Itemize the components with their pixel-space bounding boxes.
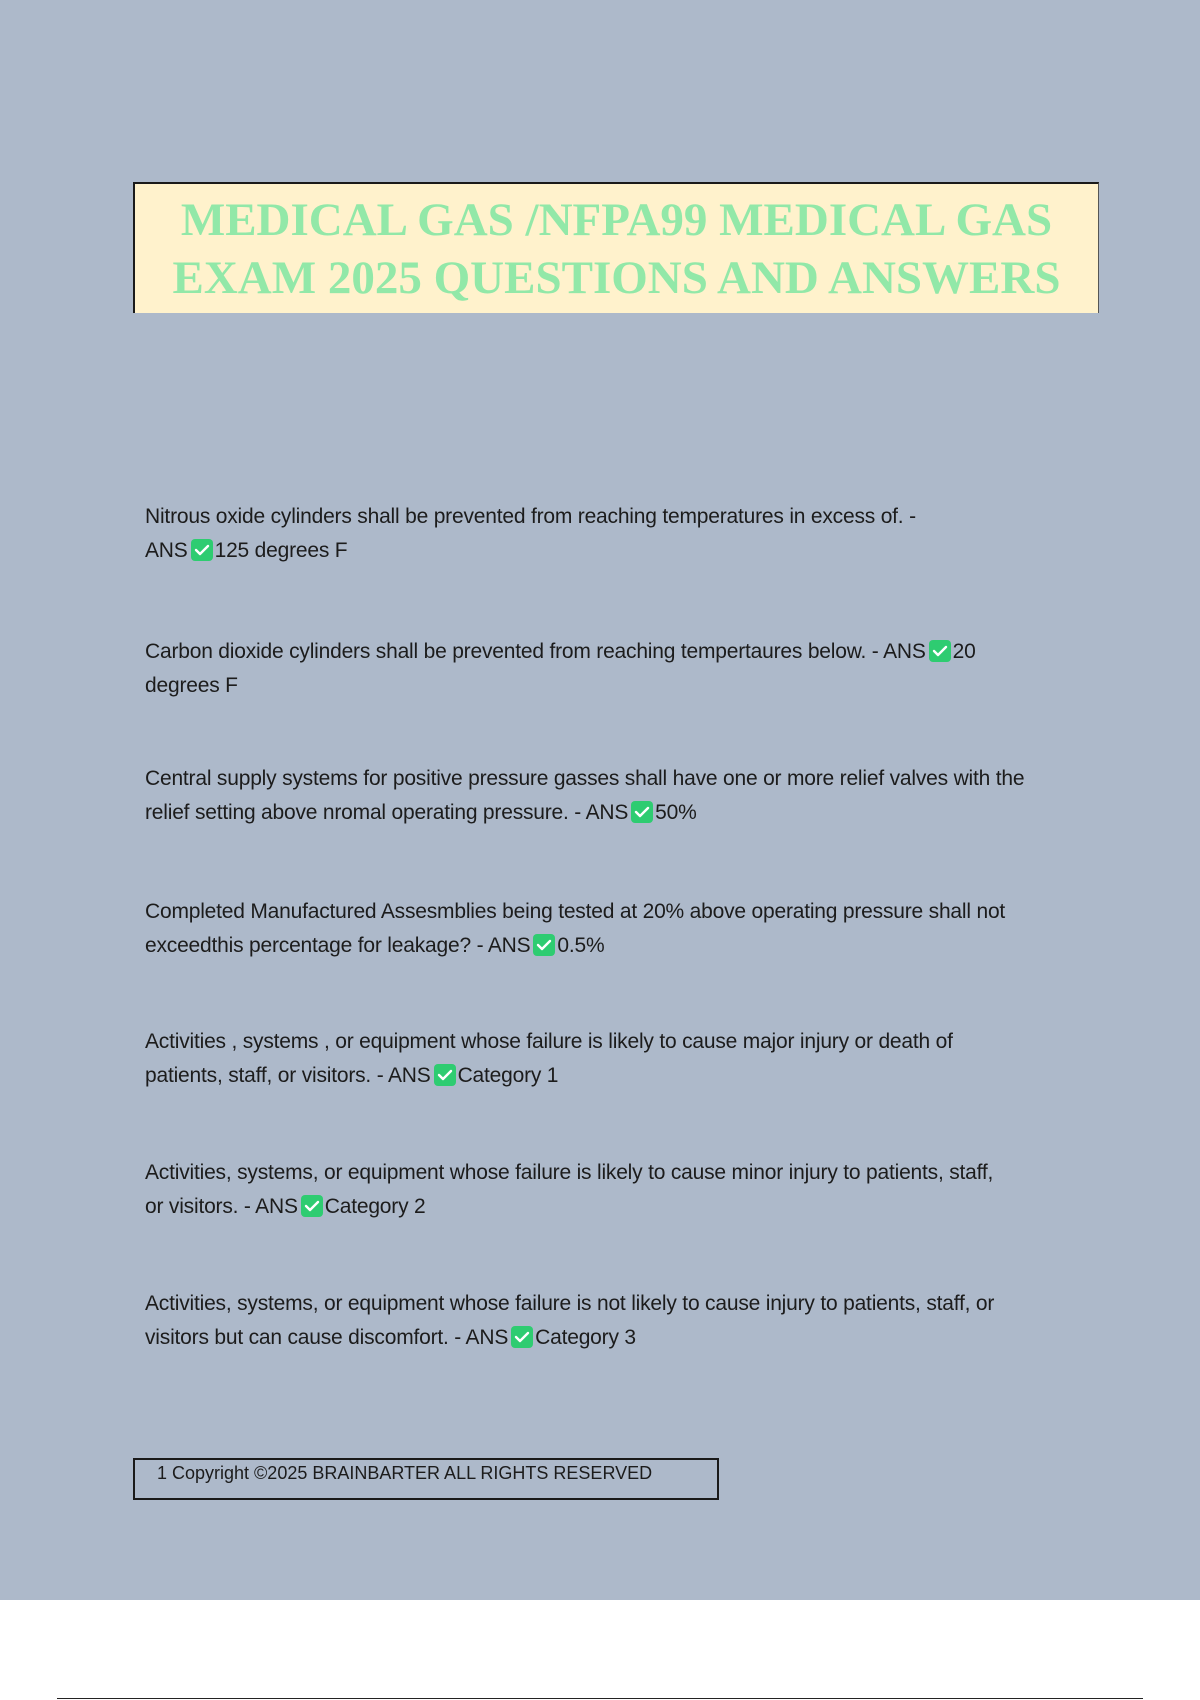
- qa-line: [145, 500, 1095, 534]
- question-text-continued: or visitors. - ANS: [145, 1195, 298, 1218]
- check-mark-icon: [301, 1195, 323, 1217]
- qa-line: [145, 1059, 1095, 1093]
- question-text-continued: visitors but can cause discomfort. - ANS: [145, 1326, 509, 1349]
- question-text-continued: degrees F: [145, 674, 238, 697]
- check-mark-icon: [631, 801, 653, 823]
- qa-item: [145, 500, 1095, 568]
- question-text-continued: exceedthis percentage for leakage? - ANS: [145, 934, 531, 957]
- answer-text: 125 degrees F: [214, 539, 348, 562]
- answer-text: 20: [952, 640, 976, 663]
- qa-item: [145, 1287, 1095, 1355]
- answer-text: 0.5%: [557, 934, 605, 957]
- title-line-2: EXAM 2025 QUESTIONS AND ANSWERS: [172, 251, 1061, 304]
- qa-item: [145, 1025, 1095, 1093]
- answer-text: Category 2: [324, 1195, 426, 1218]
- qa-item: [145, 895, 1095, 963]
- qa-line: [145, 796, 1095, 830]
- qa-line: [145, 1190, 1095, 1224]
- qa-line: [145, 929, 1095, 963]
- qa-line: [145, 1025, 1095, 1059]
- copyright-text: 1 Copyright ©2025 BRAINBARTER ALL RIGHTS RESERVED: [157, 1463, 653, 1483]
- copyright-footer: [133, 1458, 719, 1500]
- question-text: Central supply systems for positive pressure gasses shall have one or more relief valves with the: [145, 767, 1025, 790]
- question-text: Nitrous oxide cylinders shall be prevented from reaching temperatures in excess of. -: [145, 505, 916, 528]
- question-text: Carbon dioxide cylinders shall be prevented from reaching tempertaures below. - ANS: [145, 640, 926, 663]
- answer-text: 50%: [655, 801, 697, 824]
- check-mark-icon: [434, 1064, 456, 1086]
- qa-item: [145, 1156, 1095, 1224]
- question-text: Completed Manufactured Assesmblies being tested at 20% above operating pressure shall not: [145, 900, 1006, 923]
- qa-line: [145, 635, 1095, 669]
- answer-text: Category 1: [457, 1064, 559, 1087]
- question-text: Activities, systems, or equipment whose failure is likely to cause minor injury to patients, staff,: [145, 1161, 994, 1184]
- question-text-continued: ANS: [145, 539, 188, 562]
- qa-line: [145, 669, 1095, 703]
- question-text-continued: relief setting above nromal operating pressure. - ANS: [145, 801, 629, 824]
- check-mark-icon: [511, 1326, 533, 1348]
- bottom-divider: [57, 1698, 1143, 1699]
- check-mark-icon: [191, 539, 213, 561]
- title-banner: [133, 182, 1099, 313]
- qa-line: [145, 762, 1095, 796]
- qa-item: [145, 762, 1095, 830]
- question-text: Activities, systems, or equipment whose failure is not likely to cause injury to patients, staff, or: [145, 1292, 995, 1315]
- qa-item: [145, 635, 1095, 703]
- qa-line: [145, 1287, 1095, 1321]
- qa-line: [145, 534, 1095, 568]
- question-text-continued: patients, staff, or visitors. - ANS: [145, 1064, 431, 1087]
- question-text: Activities , systems , or equipment whose failure is likely to cause major injury or death of: [145, 1030, 953, 1053]
- check-mark-icon: [929, 640, 951, 662]
- check-mark-icon: [533, 934, 555, 956]
- qa-line: [145, 895, 1095, 929]
- answer-text: Category 3: [535, 1326, 636, 1349]
- qa-line: [145, 1156, 1095, 1190]
- title-line-1: MEDICAL GAS /NFPA99 MEDICAL GAS: [180, 193, 1053, 246]
- qa-line: [145, 1321, 1095, 1355]
